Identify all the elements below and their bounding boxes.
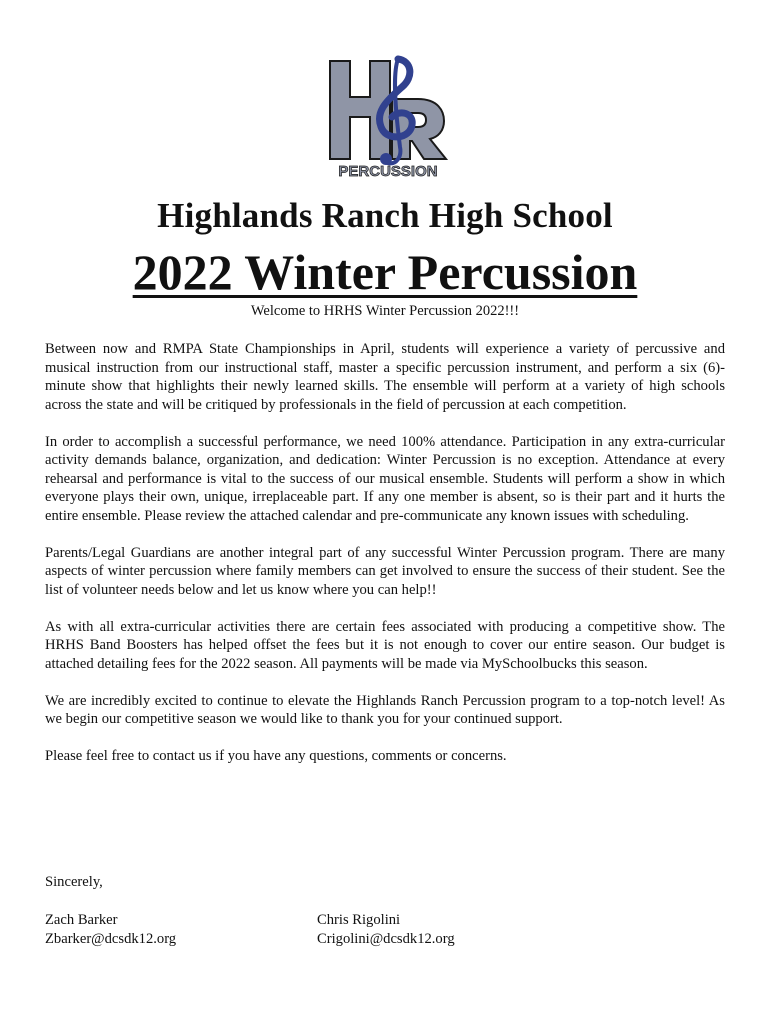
paragraph-attendance: In order to accomplish a successful performance, we need 100% attendance. Participation in any extra-curricular activity demands balance, organization, and dedication: Winter Percussion is no exception. Attendance at every rehearsal and performance is vital to the success of our musical ensemble. Students will perform a show in which everyone plays their own, unique, irreplaceable part. If any one member is absent, so is their part and it hurts the entire ensemble. Please review the attached calendar and pre-communicate any known issues with scheduling. xyxy=(45,433,725,524)
signature-block-chris xyxy=(317,911,455,949)
logo-graphic xyxy=(326,55,450,181)
signer-email: Crigolini@dcsdk12.org xyxy=(317,931,455,947)
school-name: Highlands Ranch High School xyxy=(157,196,613,235)
signature-block-zach xyxy=(45,911,176,949)
paragraph-thanks: We are incredibly excited to continue to elevate the Highlands Ranch Percussion program to a top-notch level! As we begin our competitive season we would like to thank you for your continued support. xyxy=(45,692,725,727)
closing: Sincerely, xyxy=(45,874,103,890)
signer-name: Zach Barker xyxy=(45,912,118,928)
paragraph-fees: As with all extra-curricular activities there are certain fees associated with producing a competitive show. The HRHS Band Boosters has helped offset the fees but it is not enough to cover our entire season. Our budget is attached detailing fees for the 2022 season. All payments will be made via MySchoolbucks this season. xyxy=(45,618,725,672)
letter-body xyxy=(45,340,725,784)
paragraph-contact: Please feel free to contact us if you have any questions, comments or concerns. xyxy=(45,748,507,764)
page-title xyxy=(0,242,770,302)
paragraph-schedule: Between now and RMPA State Championships in April, students will experience a variety of percussive and musical instruction from our instructional staff, master a specific percussion instrument, and perform a six (6)-minute show that highlights their newly learned skills. The ensemble will perform at a variety of high schools across the state and will be critiqued by professionals in the field of percussion at each competition. xyxy=(45,341,725,413)
signer-email: Zbarker@dcsdk12.org xyxy=(45,931,177,947)
signer-name: Chris Rigolini xyxy=(317,912,401,928)
welcome-line: Welcome to HRHS Winter Percussion 2022!!! xyxy=(250,303,520,319)
hr-percussion-logo xyxy=(326,55,450,181)
page-title-text: 2022 Winter Percussion xyxy=(132,244,638,300)
paragraph-parents: Parents/Legal Guardians are another integral part of any successful Winter Percussion program. There are many aspects of winter percussion where family members can get involved to ensure the success of their student. See the list of volunteer needs below and let us know where you can help!! xyxy=(45,544,725,598)
logo-caption: PERCUSSION xyxy=(338,163,438,180)
